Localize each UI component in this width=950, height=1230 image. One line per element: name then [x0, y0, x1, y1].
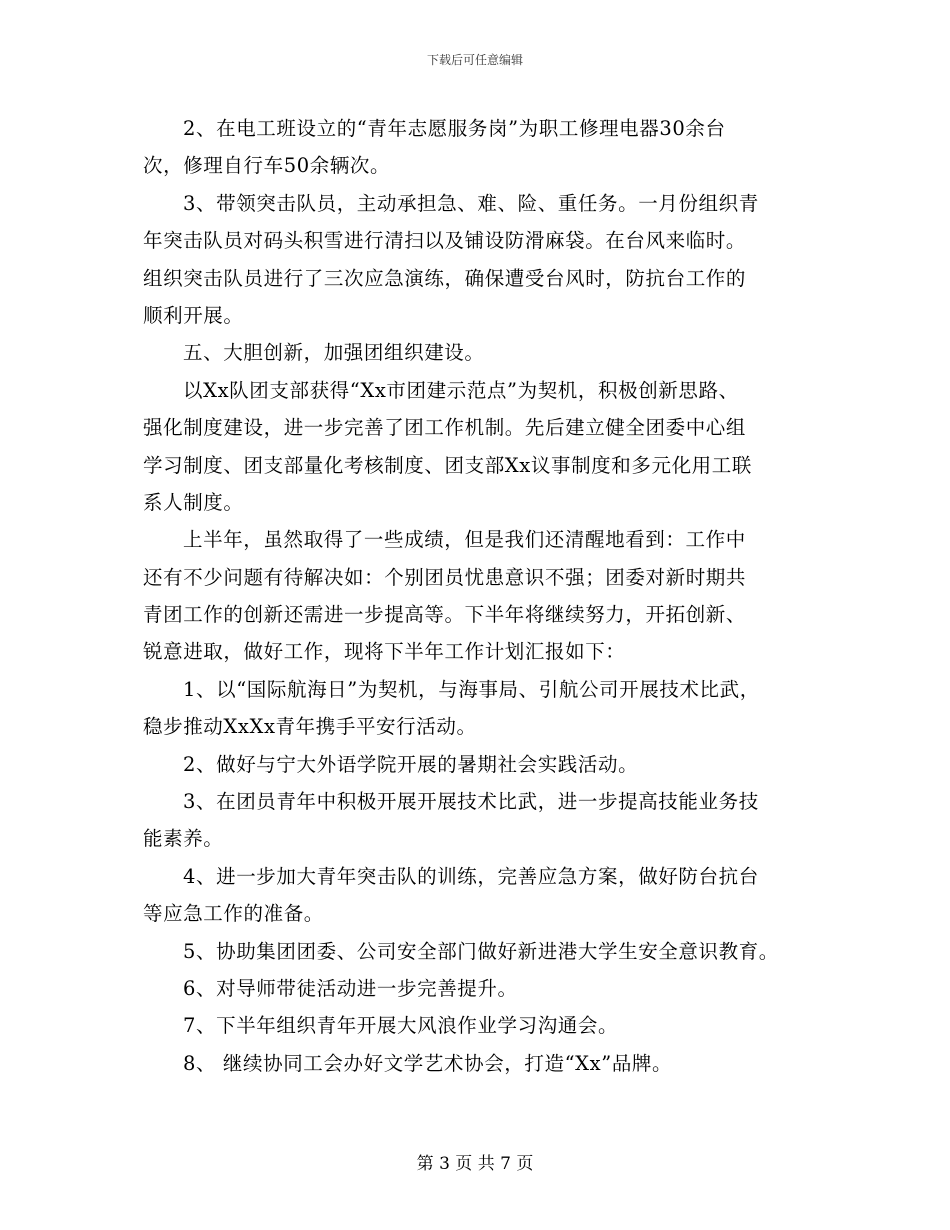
- page-number-footer: 第 3 页 共 7 页: [416, 1154, 534, 1174]
- list-item: 3、在团员青年中积极开展开展技术比武，进一步提高技能业务技: [183, 790, 759, 814]
- section-heading: 五、大胆创新，加强团组织建设。: [183, 341, 485, 365]
- paragraph-line: 年突击队员对码头积雪进行清扫以及铺设防滑麻袋。在台风来临时。: [143, 229, 747, 253]
- paragraph-line: 上半年，虽然取得了一些成绩，但是我们还清醒地看到：工作中: [183, 528, 746, 552]
- paragraph-line: 强化制度建设，进一步完善了团工作机制。先后建立健全团委中心组: [143, 416, 747, 440]
- paragraph-line: 组织突击队员进行了三次应急演练，确保遭受台风时，防抗台工作的: [143, 266, 747, 290]
- page-header: 下载后可任意编辑: [426, 53, 523, 67]
- paragraph-line: 3、带领突击队员，主动承担急、难、险、重任务。一月份组织青: [183, 191, 759, 215]
- paragraph-line: 学习制度、团支部量化考核制度、团支部Xx议事制度和多元化用工联: [143, 453, 752, 477]
- list-item: 7、下半年组织青年开展大风浪作业学习沟通会。: [183, 1014, 619, 1038]
- list-item-continuation: 能素养。: [143, 827, 224, 851]
- paragraph-line: 顺利开展。: [143, 303, 244, 327]
- document-body: [143, 110, 811, 1082]
- paragraph-line: 还有不少问题有待解决如：个别团员忧患意识不强；团委对新时期共: [143, 565, 747, 589]
- list-item: 5、协助集团团委、公司安全部门做好新进港大学生安全意识教育。: [183, 939, 779, 963]
- list-item-continuation: 稳步推动XxXx青年携手平安行活动。: [143, 715, 477, 739]
- paragraph-line: 以Xx队团支部获得“Xx市团建示范点”为契机，积极创新思路、: [183, 378, 739, 402]
- list-item: 2、做好与宁大外语学院开展的暑期社会实践活动。: [183, 752, 639, 776]
- list-item: 1、以“国际航海日”为契机，与海事局、引航公司开展技术比武，: [183, 677, 760, 701]
- list-item: 4、进一步加大青年突击队的训练，完善应急方案，做好防台抗台: [183, 864, 759, 888]
- paragraph-line: 次，修理自行车50余辆次。: [143, 154, 391, 178]
- paragraph-line: 系人制度。: [143, 490, 244, 514]
- paragraph-line: 锐意进取，做好工作，现将下半年工作计划汇报如下：: [143, 640, 626, 664]
- list-item-continuation: 等应急工作的准备。: [143, 902, 324, 926]
- list-item: 8、 继续协同工会办好文学艺术协会，打造“Xx”品牌。: [183, 1051, 673, 1075]
- paragraph-line: 2、在电工班设立的“青年志愿服务岗”为职工修理电器30余台: [183, 117, 726, 140]
- list-item: 6、对导师带徒活动进一步完善提升。: [183, 976, 518, 1000]
- paragraph-line: 青团工作的创新还需进一步提高等。下半年将继续努力，开拓创新、: [143, 603, 747, 627]
